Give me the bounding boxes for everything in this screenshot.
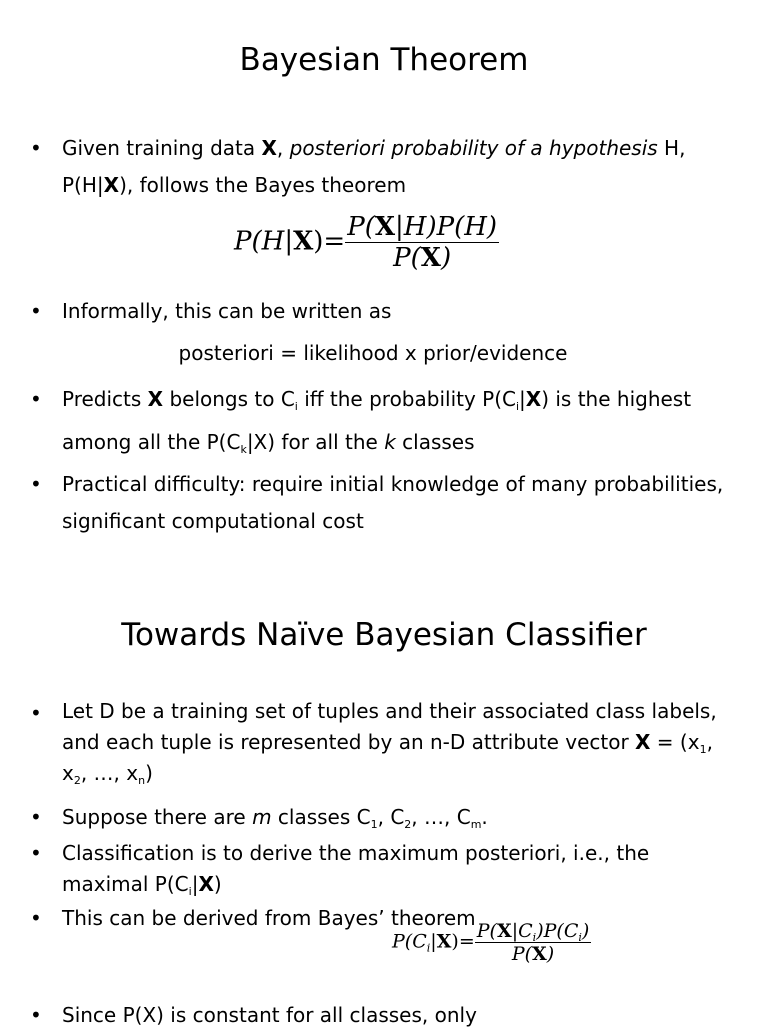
- formula-fraction: [345, 212, 499, 273]
- bullet-text: Suppose there are m classes $C_1$, $C_2$, …, $C_m$.: [62, 805, 488, 831]
- bullet-m-classes: [30, 802, 740, 833]
- formula-fraction: [475, 920, 592, 965]
- slide-title-naive-bayes: Towards Naïve Bayesian Classifier: [121, 617, 647, 653]
- bayes-formula: P(H|X)= $\frac{P(X|H)P(H)}{P(X)}$: [234, 212, 498, 273]
- formula-numerator: $P(X|C_i)P(C_i)$: [476, 920, 590, 944]
- bayes-formula-classes: $P(C_i|X)=$ $\frac{P(X|C_i)P(C_i)}{P(X)}$: [392, 920, 590, 965]
- posteriori-equation: posteriori = likelihood x prior/evidence: [178, 341, 568, 365]
- bullet-dot: •: [30, 1003, 42, 1027]
- bullet-dot: •: [30, 805, 42, 829]
- bullet-text: Classification is to derive the maximum posteriori, i.e., the maximal $P(C_i|X)$: [62, 841, 650, 898]
- bullet-px-constant: [30, 1000, 740, 1031]
- bullet-text: Given training data X, posteriori probability of a hypothesis H, P(H|X), follows the Bayes theorem: [62, 136, 686, 197]
- bullet-text: Predicts X belongs to $C_i$ iff the probability $P(C_i|X)$ is the highest among all the $P(C_k|X)$ for all the k classes: [62, 387, 692, 456]
- bullet-dot: •: [30, 387, 42, 411]
- bullet-text: Informally, this can be written as: [62, 299, 392, 323]
- bullet-dot: •: [30, 299, 42, 323]
- bullet-dot: •: [30, 472, 42, 496]
- bullet-text: Since P(X) is constant for all classes, only: [62, 1003, 477, 1027]
- bullet-dot: •: [30, 136, 42, 160]
- bullet-informally: [30, 293, 740, 330]
- slide-title-bayesian-theorem: Bayesian Theorem: [239, 42, 529, 78]
- bullet-derived-bayes: [30, 903, 740, 934]
- formula-denominator: P(X): [393, 243, 452, 273]
- bullet-dot: •: [30, 841, 42, 865]
- bullet-classification: [30, 838, 740, 900]
- bullet-training-data: [30, 130, 740, 204]
- formula-denominator: P(X): [511, 943, 555, 965]
- bullet-text: Practical difficulty: require initial knowledge of many probabilities, significant computational cost: [62, 472, 724, 533]
- bullet-practical-difficulty: [30, 466, 740, 540]
- bullet-text: Let D be a training set of tuples and their associated class labels, and each tuple is represented by an n-D attribute vector $X = (x_1$, $x_2$, …, $x_n$): [62, 699, 717, 787]
- formula-numerator: P(X|H)P(H): [347, 212, 498, 242]
- bullet-predicts: [30, 378, 740, 464]
- bullet-text: This can be derived from Bayes’ theorem: [62, 906, 476, 930]
- bullet-training-set: [30, 696, 740, 789]
- bullet-dot: •: [30, 906, 42, 930]
- bullet-dot: •: [30, 701, 42, 725]
